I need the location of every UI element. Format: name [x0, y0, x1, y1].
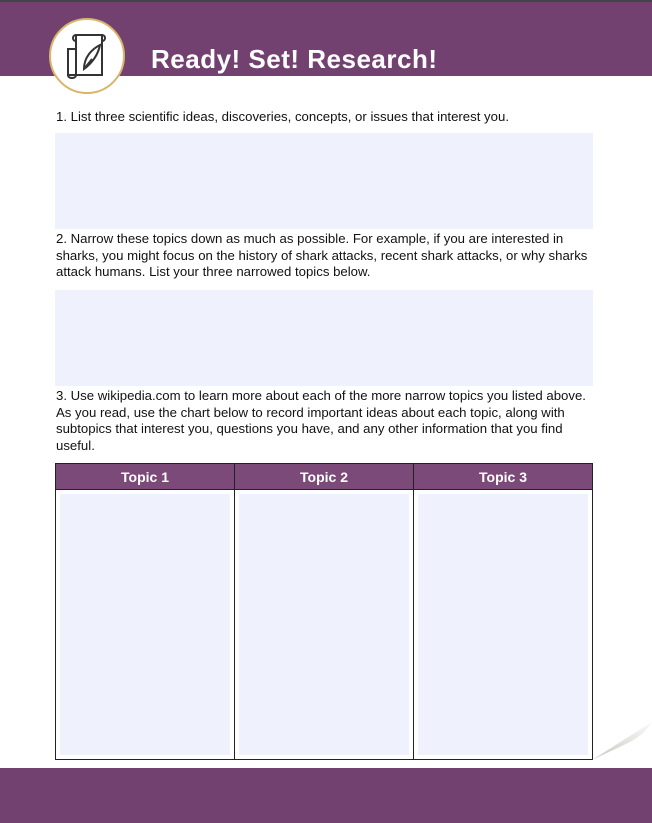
topic-1-column: [56, 464, 235, 759]
footer-banner: [0, 768, 652, 823]
page-curl-icon: [592, 700, 652, 760]
topic-3-column: [414, 464, 592, 759]
topic-3-field[interactable]: [418, 494, 588, 755]
topic-2-header: Topic 2: [235, 464, 413, 490]
topic-1-header: Topic 1: [56, 464, 234, 490]
topic-3-header: Topic 3: [414, 464, 592, 490]
topic-1-field[interactable]: [60, 494, 230, 755]
answer-field-2[interactable]: [55, 290, 593, 386]
topic-2-column: [235, 464, 414, 759]
question-2: 2. Narrow these topics down as much as possible. For example, if you are interested in sharks, you might focus on the history of shark attacks, recent shark attacks, or why sharks attack humans. List your three narrowed topics below.: [56, 231, 588, 279]
research-chart: [55, 463, 593, 760]
question-1: 1. List three scientific ideas, discoveries, concepts, or issues that interest you.: [56, 109, 509, 124]
topic-2-field[interactable]: [239, 494, 409, 755]
question-3: 3. Use wikipedia.com to learn more about each of the more narrow topics you listed above. As you read, use the chart below to record important ideas about each topic, along with subtopics that interest you, questions you have, and any other information that you find useful.: [56, 388, 586, 453]
scroll-quill-icon: [49, 18, 125, 94]
answer-field-1[interactable]: [55, 133, 593, 229]
page-title: Ready! Set! Research!: [151, 44, 438, 74]
